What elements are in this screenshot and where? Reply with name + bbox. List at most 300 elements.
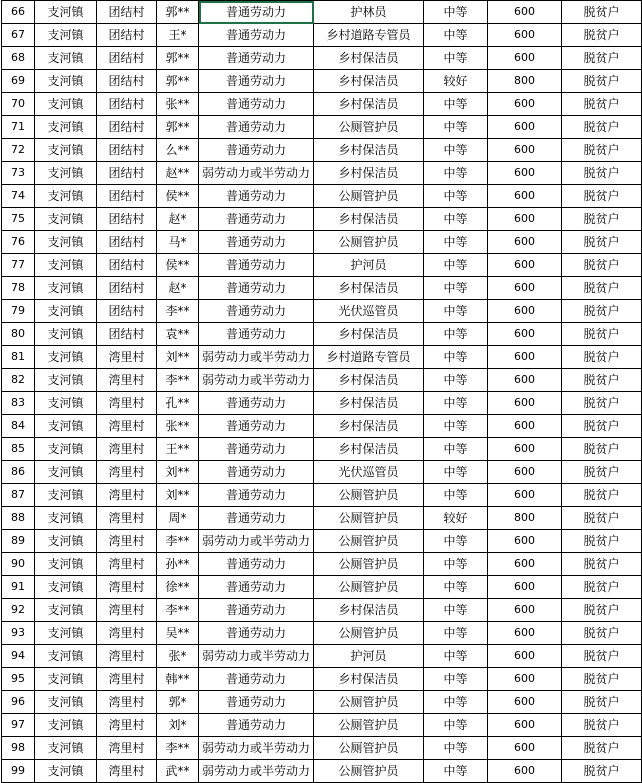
village-cell[interactable]: 湾里村 <box>97 392 157 415</box>
position-cell[interactable]: 光伏巡管员 <box>314 300 424 323</box>
row-number-cell[interactable]: 76 <box>2 231 35 254</box>
amount-cell[interactable]: 600 <box>488 162 562 185</box>
labor-type-cell[interactable]: 普通劳动力 <box>199 1 314 24</box>
household-type-cell[interactable]: 脱贫户 <box>562 116 642 139</box>
household-type-cell[interactable]: 脱贫户 <box>562 254 642 277</box>
village-cell[interactable]: 湾里村 <box>97 369 157 392</box>
position-cell[interactable]: 乡村保洁员 <box>314 438 424 461</box>
household-type-cell[interactable]: 脱贫户 <box>562 645 642 668</box>
amount-cell[interactable]: 600 <box>488 737 562 760</box>
labor-type-cell[interactable]: 普通劳动力 <box>199 93 314 116</box>
amount-cell[interactable]: 600 <box>488 530 562 553</box>
row-number-cell[interactable]: 68 <box>2 47 35 70</box>
position-cell[interactable]: 乡村道路专管员 <box>314 346 424 369</box>
row-number-cell[interactable]: 93 <box>2 622 35 645</box>
village-cell[interactable]: 团结村 <box>97 277 157 300</box>
household-type-cell[interactable]: 脱贫户 <box>562 576 642 599</box>
name-cell[interactable]: 吴** <box>157 622 199 645</box>
rating-cell[interactable]: 中等 <box>424 760 488 783</box>
rating-cell[interactable]: 中等 <box>424 622 488 645</box>
row-number-cell[interactable]: 69 <box>2 70 35 93</box>
amount-cell[interactable]: 600 <box>488 185 562 208</box>
household-type-cell[interactable]: 脱贫户 <box>562 599 642 622</box>
amount-cell[interactable]: 800 <box>488 507 562 530</box>
labor-type-cell[interactable]: 普通劳动力 <box>199 415 314 438</box>
row-number-cell[interactable]: 81 <box>2 346 35 369</box>
position-cell[interactable]: 乡村保洁员 <box>314 415 424 438</box>
household-type-cell[interactable]: 脱贫户 <box>562 300 642 323</box>
rating-cell[interactable]: 中等 <box>424 599 488 622</box>
household-type-cell[interactable]: 脱贫户 <box>562 714 642 737</box>
township-cell[interactable]: 支河镇 <box>35 231 97 254</box>
township-cell[interactable]: 支河镇 <box>35 1 97 24</box>
household-type-cell[interactable]: 脱贫户 <box>562 668 642 691</box>
amount-cell[interactable]: 600 <box>488 323 562 346</box>
township-cell[interactable]: 支河镇 <box>35 438 97 461</box>
row-number-cell[interactable]: 90 <box>2 553 35 576</box>
row-number-cell[interactable]: 94 <box>2 645 35 668</box>
township-cell[interactable]: 支河镇 <box>35 691 97 714</box>
village-cell[interactable]: 湾里村 <box>97 737 157 760</box>
amount-cell[interactable]: 600 <box>488 1 562 24</box>
rating-cell[interactable]: 中等 <box>424 24 488 47</box>
labor-type-cell[interactable]: 普通劳动力 <box>199 323 314 346</box>
household-type-cell[interactable]: 脱贫户 <box>562 622 642 645</box>
position-cell[interactable]: 乡村保洁员 <box>314 323 424 346</box>
row-number-cell[interactable]: 92 <box>2 599 35 622</box>
name-cell[interactable]: 袁** <box>157 323 199 346</box>
household-type-cell[interactable]: 脱贫户 <box>562 553 642 576</box>
position-cell[interactable]: 护林员 <box>314 1 424 24</box>
labor-type-cell[interactable]: 普通劳动力 <box>199 668 314 691</box>
township-cell[interactable]: 支河镇 <box>35 392 97 415</box>
labor-type-cell[interactable]: 弱劳动力或半劳动力 <box>199 162 314 185</box>
row-number-cell[interactable]: 97 <box>2 714 35 737</box>
township-cell[interactable]: 支河镇 <box>35 714 97 737</box>
rating-cell[interactable]: 中等 <box>424 737 488 760</box>
labor-type-cell[interactable]: 普通劳动力 <box>199 185 314 208</box>
village-cell[interactable]: 团结村 <box>97 139 157 162</box>
township-cell[interactable]: 支河镇 <box>35 323 97 346</box>
amount-cell[interactable]: 600 <box>488 254 562 277</box>
township-cell[interactable]: 支河镇 <box>35 461 97 484</box>
village-cell[interactable]: 团结村 <box>97 162 157 185</box>
township-cell[interactable]: 支河镇 <box>35 415 97 438</box>
row-number-cell[interactable]: 66 <box>2 1 35 24</box>
household-type-cell[interactable]: 脱贫户 <box>562 24 642 47</box>
amount-cell[interactable]: 600 <box>488 139 562 162</box>
row-number-cell[interactable]: 78 <box>2 277 35 300</box>
row-number-cell[interactable]: 71 <box>2 116 35 139</box>
village-cell[interactable]: 湾里村 <box>97 438 157 461</box>
township-cell[interactable]: 支河镇 <box>35 254 97 277</box>
rating-cell[interactable]: 中等 <box>424 392 488 415</box>
position-cell[interactable]: 光伏巡管员 <box>314 461 424 484</box>
village-cell[interactable]: 湾里村 <box>97 415 157 438</box>
row-number-cell[interactable]: 70 <box>2 93 35 116</box>
rating-cell[interactable]: 中等 <box>424 162 488 185</box>
labor-type-cell[interactable]: 普通劳动力 <box>199 714 314 737</box>
row-number-cell[interactable]: 91 <box>2 576 35 599</box>
rating-cell[interactable]: 中等 <box>424 668 488 691</box>
labor-type-cell[interactable]: 普通劳动力 <box>199 24 314 47</box>
name-cell[interactable]: 赵* <box>157 277 199 300</box>
row-number-cell[interactable]: 98 <box>2 737 35 760</box>
labor-type-cell[interactable]: 普通劳动力 <box>199 139 314 162</box>
rating-cell[interactable]: 中等 <box>424 714 488 737</box>
amount-cell[interactable]: 600 <box>488 300 562 323</box>
name-cell[interactable]: 武** <box>157 760 199 783</box>
position-cell[interactable]: 公厕管护员 <box>314 714 424 737</box>
rating-cell[interactable]: 中等 <box>424 484 488 507</box>
amount-cell[interactable]: 600 <box>488 369 562 392</box>
name-cell[interactable]: 侯** <box>157 185 199 208</box>
row-number-cell[interactable]: 80 <box>2 323 35 346</box>
rating-cell[interactable]: 中等 <box>424 346 488 369</box>
township-cell[interactable]: 支河镇 <box>35 277 97 300</box>
amount-cell[interactable]: 600 <box>488 599 562 622</box>
rating-cell[interactable]: 较好 <box>424 70 488 93</box>
household-type-cell[interactable]: 脱贫户 <box>562 415 642 438</box>
village-cell[interactable]: 湾里村 <box>97 507 157 530</box>
township-cell[interactable]: 支河镇 <box>35 300 97 323</box>
position-cell[interactable]: 公厕管护员 <box>314 231 424 254</box>
position-cell[interactable]: 乡村保洁员 <box>314 70 424 93</box>
labor-type-cell[interactable]: 普通劳动力 <box>199 47 314 70</box>
household-type-cell[interactable]: 脱贫户 <box>562 47 642 70</box>
township-cell[interactable]: 支河镇 <box>35 346 97 369</box>
row-number-cell[interactable]: 95 <box>2 668 35 691</box>
amount-cell[interactable]: 600 <box>488 47 562 70</box>
name-cell[interactable]: 李** <box>157 737 199 760</box>
village-cell[interactable]: 团结村 <box>97 47 157 70</box>
position-cell[interactable]: 乡村保洁员 <box>314 392 424 415</box>
position-cell[interactable]: 护河员 <box>314 645 424 668</box>
labor-type-cell[interactable]: 普通劳动力 <box>199 231 314 254</box>
position-cell[interactable]: 乡村保洁员 <box>314 208 424 231</box>
rating-cell[interactable]: 中等 <box>424 438 488 461</box>
household-type-cell[interactable]: 脱贫户 <box>562 231 642 254</box>
amount-cell[interactable]: 600 <box>488 668 562 691</box>
village-cell[interactable]: 团结村 <box>97 93 157 116</box>
rating-cell[interactable]: 中等 <box>424 461 488 484</box>
township-cell[interactable]: 支河镇 <box>35 116 97 139</box>
amount-cell[interactable]: 600 <box>488 93 562 116</box>
household-type-cell[interactable]: 脱贫户 <box>562 346 642 369</box>
rating-cell[interactable]: 中等 <box>424 369 488 392</box>
township-cell[interactable]: 支河镇 <box>35 645 97 668</box>
position-cell[interactable]: 乡村保洁员 <box>314 93 424 116</box>
labor-type-cell[interactable]: 普通劳动力 <box>199 277 314 300</box>
household-type-cell[interactable]: 脱贫户 <box>562 369 642 392</box>
township-cell[interactable]: 支河镇 <box>35 185 97 208</box>
position-cell[interactable]: 公厕管护员 <box>314 507 424 530</box>
township-cell[interactable]: 支河镇 <box>35 668 97 691</box>
township-cell[interactable]: 支河镇 <box>35 47 97 70</box>
township-cell[interactable]: 支河镇 <box>35 369 97 392</box>
amount-cell[interactable]: 600 <box>488 415 562 438</box>
household-type-cell[interactable]: 脱贫户 <box>562 438 642 461</box>
amount-cell[interactable]: 600 <box>488 392 562 415</box>
village-cell[interactable]: 湾里村 <box>97 530 157 553</box>
name-cell[interactable]: 李** <box>157 300 199 323</box>
position-cell[interactable]: 公厕管护员 <box>314 691 424 714</box>
position-cell[interactable]: 乡村保洁员 <box>314 139 424 162</box>
township-cell[interactable]: 支河镇 <box>35 760 97 783</box>
rating-cell[interactable]: 中等 <box>424 553 488 576</box>
village-cell[interactable]: 湾里村 <box>97 760 157 783</box>
name-cell[interactable]: 么** <box>157 139 199 162</box>
name-cell[interactable]: 马* <box>157 231 199 254</box>
village-cell[interactable]: 团结村 <box>97 231 157 254</box>
amount-cell[interactable]: 600 <box>488 461 562 484</box>
township-cell[interactable]: 支河镇 <box>35 622 97 645</box>
village-cell[interactable]: 湾里村 <box>97 461 157 484</box>
household-type-cell[interactable]: 脱贫户 <box>562 185 642 208</box>
rating-cell[interactable]: 中等 <box>424 231 488 254</box>
township-cell[interactable]: 支河镇 <box>35 599 97 622</box>
position-cell[interactable]: 乡村保洁员 <box>314 668 424 691</box>
household-type-cell[interactable]: 脱贫户 <box>562 461 642 484</box>
township-cell[interactable]: 支河镇 <box>35 208 97 231</box>
name-cell[interactable]: 李** <box>157 599 199 622</box>
name-cell[interactable]: 赵* <box>157 208 199 231</box>
amount-cell[interactable]: 600 <box>488 576 562 599</box>
amount-cell[interactable]: 600 <box>488 645 562 668</box>
position-cell[interactable]: 公厕管护员 <box>314 737 424 760</box>
amount-cell[interactable]: 600 <box>488 691 562 714</box>
household-type-cell[interactable]: 脱贫户 <box>562 484 642 507</box>
rating-cell[interactable]: 中等 <box>424 116 488 139</box>
household-type-cell[interactable]: 脱贫户 <box>562 760 642 783</box>
village-cell[interactable]: 团结村 <box>97 300 157 323</box>
household-type-cell[interactable]: 脱贫户 <box>562 277 642 300</box>
household-type-cell[interactable]: 脱贫户 <box>562 737 642 760</box>
village-cell[interactable]: 湾里村 <box>97 484 157 507</box>
rating-cell[interactable]: 中等 <box>424 415 488 438</box>
rating-cell[interactable]: 较好 <box>424 507 488 530</box>
township-cell[interactable]: 支河镇 <box>35 93 97 116</box>
name-cell[interactable]: 刘** <box>157 461 199 484</box>
name-cell[interactable]: 孔** <box>157 392 199 415</box>
labor-type-cell[interactable]: 普通劳动力 <box>199 208 314 231</box>
amount-cell[interactable]: 600 <box>488 760 562 783</box>
position-cell[interactable]: 公厕管护员 <box>314 530 424 553</box>
position-cell[interactable]: 乡村保洁员 <box>314 369 424 392</box>
village-cell[interactable]: 团结村 <box>97 70 157 93</box>
township-cell[interactable]: 支河镇 <box>35 553 97 576</box>
row-number-cell[interactable]: 85 <box>2 438 35 461</box>
rating-cell[interactable]: 中等 <box>424 1 488 24</box>
row-number-cell[interactable]: 83 <box>2 392 35 415</box>
household-type-cell[interactable]: 脱贫户 <box>562 530 642 553</box>
labor-type-cell[interactable]: 弱劳动力或半劳动力 <box>199 737 314 760</box>
name-cell[interactable]: 郭** <box>157 1 199 24</box>
amount-cell[interactable]: 600 <box>488 231 562 254</box>
township-cell[interactable]: 支河镇 <box>35 162 97 185</box>
village-cell[interactable]: 湾里村 <box>97 645 157 668</box>
rating-cell[interactable]: 中等 <box>424 300 488 323</box>
village-cell[interactable]: 团结村 <box>97 24 157 47</box>
labor-type-cell[interactable]: 弱劳动力或半劳动力 <box>199 369 314 392</box>
row-number-cell[interactable]: 86 <box>2 461 35 484</box>
name-cell[interactable]: 王* <box>157 24 199 47</box>
labor-type-cell[interactable]: 普通劳动力 <box>199 622 314 645</box>
household-type-cell[interactable]: 脱贫户 <box>562 93 642 116</box>
household-type-cell[interactable]: 脱贫户 <box>562 1 642 24</box>
labor-type-cell[interactable]: 普通劳动力 <box>199 691 314 714</box>
village-cell[interactable]: 团结村 <box>97 323 157 346</box>
household-type-cell[interactable]: 脱贫户 <box>562 162 642 185</box>
amount-cell[interactable]: 600 <box>488 277 562 300</box>
labor-type-cell[interactable]: 普通劳动力 <box>199 70 314 93</box>
position-cell[interactable]: 乡村保洁员 <box>314 47 424 70</box>
amount-cell[interactable]: 600 <box>488 346 562 369</box>
name-cell[interactable]: 郭** <box>157 70 199 93</box>
row-number-cell[interactable]: 82 <box>2 369 35 392</box>
rating-cell[interactable]: 中等 <box>424 47 488 70</box>
labor-type-cell[interactable]: 普通劳动力 <box>199 553 314 576</box>
village-cell[interactable]: 湾里村 <box>97 553 157 576</box>
amount-cell[interactable]: 600 <box>488 484 562 507</box>
name-cell[interactable]: 刘** <box>157 346 199 369</box>
household-type-cell[interactable]: 脱贫户 <box>562 392 642 415</box>
village-cell[interactable]: 湾里村 <box>97 576 157 599</box>
village-cell[interactable]: 湾里村 <box>97 599 157 622</box>
position-cell[interactable]: 乡村保洁员 <box>314 599 424 622</box>
village-cell[interactable]: 团结村 <box>97 208 157 231</box>
position-cell[interactable]: 公厕管护员 <box>314 484 424 507</box>
labor-type-cell[interactable]: 弱劳动力或半劳动力 <box>199 645 314 668</box>
name-cell[interactable]: 孙** <box>157 553 199 576</box>
amount-cell[interactable]: 600 <box>488 622 562 645</box>
village-cell[interactable]: 湾里村 <box>97 691 157 714</box>
amount-cell[interactable]: 600 <box>488 438 562 461</box>
amount-cell[interactable]: 600 <box>488 553 562 576</box>
household-type-cell[interactable]: 脱贫户 <box>562 70 642 93</box>
row-number-cell[interactable]: 74 <box>2 185 35 208</box>
name-cell[interactable]: 韩** <box>157 668 199 691</box>
township-cell[interactable]: 支河镇 <box>35 530 97 553</box>
name-cell[interactable]: 张** <box>157 93 199 116</box>
name-cell[interactable]: 郭** <box>157 47 199 70</box>
row-number-cell[interactable]: 99 <box>2 760 35 783</box>
position-cell[interactable]: 公厕管护员 <box>314 185 424 208</box>
position-cell[interactable]: 乡村保洁员 <box>314 277 424 300</box>
village-cell[interactable]: 团结村 <box>97 116 157 139</box>
name-cell[interactable]: 刘** <box>157 484 199 507</box>
amount-cell[interactable]: 600 <box>488 714 562 737</box>
row-number-cell[interactable]: 88 <box>2 507 35 530</box>
household-type-cell[interactable]: 脱贫户 <box>562 323 642 346</box>
row-number-cell[interactable]: 73 <box>2 162 35 185</box>
position-cell[interactable]: 公厕管护员 <box>314 760 424 783</box>
labor-type-cell[interactable]: 普通劳动力 <box>199 484 314 507</box>
labor-type-cell[interactable]: 弱劳动力或半劳动力 <box>199 530 314 553</box>
village-cell[interactable]: 湾里村 <box>97 622 157 645</box>
labor-type-cell[interactable]: 普通劳动力 <box>199 116 314 139</box>
labor-type-cell[interactable]: 普通劳动力 <box>199 461 314 484</box>
rating-cell[interactable]: 中等 <box>424 645 488 668</box>
township-cell[interactable]: 支河镇 <box>35 70 97 93</box>
labor-type-cell[interactable]: 普通劳动力 <box>199 576 314 599</box>
position-cell[interactable]: 公厕管护员 <box>314 622 424 645</box>
position-cell[interactable]: 乡村保洁员 <box>314 162 424 185</box>
township-cell[interactable]: 支河镇 <box>35 737 97 760</box>
household-type-cell[interactable]: 脱贫户 <box>562 507 642 530</box>
labor-type-cell[interactable]: 弱劳动力或半劳动力 <box>199 346 314 369</box>
row-number-cell[interactable]: 96 <box>2 691 35 714</box>
labor-type-cell[interactable]: 普通劳动力 <box>199 300 314 323</box>
labor-type-cell[interactable]: 普通劳动力 <box>199 438 314 461</box>
name-cell[interactable]: 张** <box>157 415 199 438</box>
name-cell[interactable]: 侯** <box>157 254 199 277</box>
amount-cell[interactable]: 800 <box>488 70 562 93</box>
village-cell[interactable]: 湾里村 <box>97 346 157 369</box>
row-number-cell[interactable]: 67 <box>2 24 35 47</box>
name-cell[interactable]: 李** <box>157 530 199 553</box>
village-cell[interactable]: 湾里村 <box>97 668 157 691</box>
rating-cell[interactable]: 中等 <box>424 185 488 208</box>
name-cell[interactable]: 赵** <box>157 162 199 185</box>
labor-type-cell[interactable]: 弱劳动力或半劳动力 <box>199 760 314 783</box>
township-cell[interactable]: 支河镇 <box>35 484 97 507</box>
row-number-cell[interactable]: 72 <box>2 139 35 162</box>
name-cell[interactable]: 王** <box>157 438 199 461</box>
household-type-cell[interactable]: 脱贫户 <box>562 139 642 162</box>
rating-cell[interactable]: 中等 <box>424 208 488 231</box>
position-cell[interactable]: 护河员 <box>314 254 424 277</box>
row-number-cell[interactable]: 79 <box>2 300 35 323</box>
household-type-cell[interactable]: 脱贫户 <box>562 208 642 231</box>
amount-cell[interactable]: 600 <box>488 24 562 47</box>
rating-cell[interactable]: 中等 <box>424 254 488 277</box>
row-number-cell[interactable]: 77 <box>2 254 35 277</box>
township-cell[interactable]: 支河镇 <box>35 24 97 47</box>
name-cell[interactable]: 张* <box>157 645 199 668</box>
labor-type-cell[interactable]: 普通劳动力 <box>199 254 314 277</box>
household-type-cell[interactable]: 脱贫户 <box>562 691 642 714</box>
rating-cell[interactable]: 中等 <box>424 576 488 599</box>
row-number-cell[interactable]: 75 <box>2 208 35 231</box>
name-cell[interactable]: 徐** <box>157 576 199 599</box>
name-cell[interactable]: 刘* <box>157 714 199 737</box>
position-cell[interactable]: 公厕管护员 <box>314 116 424 139</box>
village-cell[interactable]: 团结村 <box>97 185 157 208</box>
labor-type-cell[interactable]: 普通劳动力 <box>199 599 314 622</box>
position-cell[interactable]: 公厕管护员 <box>314 553 424 576</box>
rating-cell[interactable]: 中等 <box>424 323 488 346</box>
township-cell[interactable]: 支河镇 <box>35 507 97 530</box>
name-cell[interactable]: 周* <box>157 507 199 530</box>
position-cell[interactable]: 公厕管护员 <box>314 576 424 599</box>
rating-cell[interactable]: 中等 <box>424 691 488 714</box>
township-cell[interactable]: 支河镇 <box>35 139 97 162</box>
township-cell[interactable]: 支河镇 <box>35 576 97 599</box>
labor-type-cell[interactable]: 普通劳动力 <box>199 507 314 530</box>
village-cell[interactable]: 团结村 <box>97 254 157 277</box>
rating-cell[interactable]: 中等 <box>424 277 488 300</box>
name-cell[interactable]: 李** <box>157 369 199 392</box>
row-number-cell[interactable]: 87 <box>2 484 35 507</box>
labor-type-cell[interactable]: 普通劳动力 <box>199 392 314 415</box>
row-number-cell[interactable]: 89 <box>2 530 35 553</box>
name-cell[interactable]: 郭** <box>157 116 199 139</box>
village-cell[interactable]: 湾里村 <box>97 714 157 737</box>
row-number-cell[interactable]: 84 <box>2 415 35 438</box>
rating-cell[interactable]: 中等 <box>424 93 488 116</box>
position-cell[interactable]: 乡村道路专管员 <box>314 24 424 47</box>
